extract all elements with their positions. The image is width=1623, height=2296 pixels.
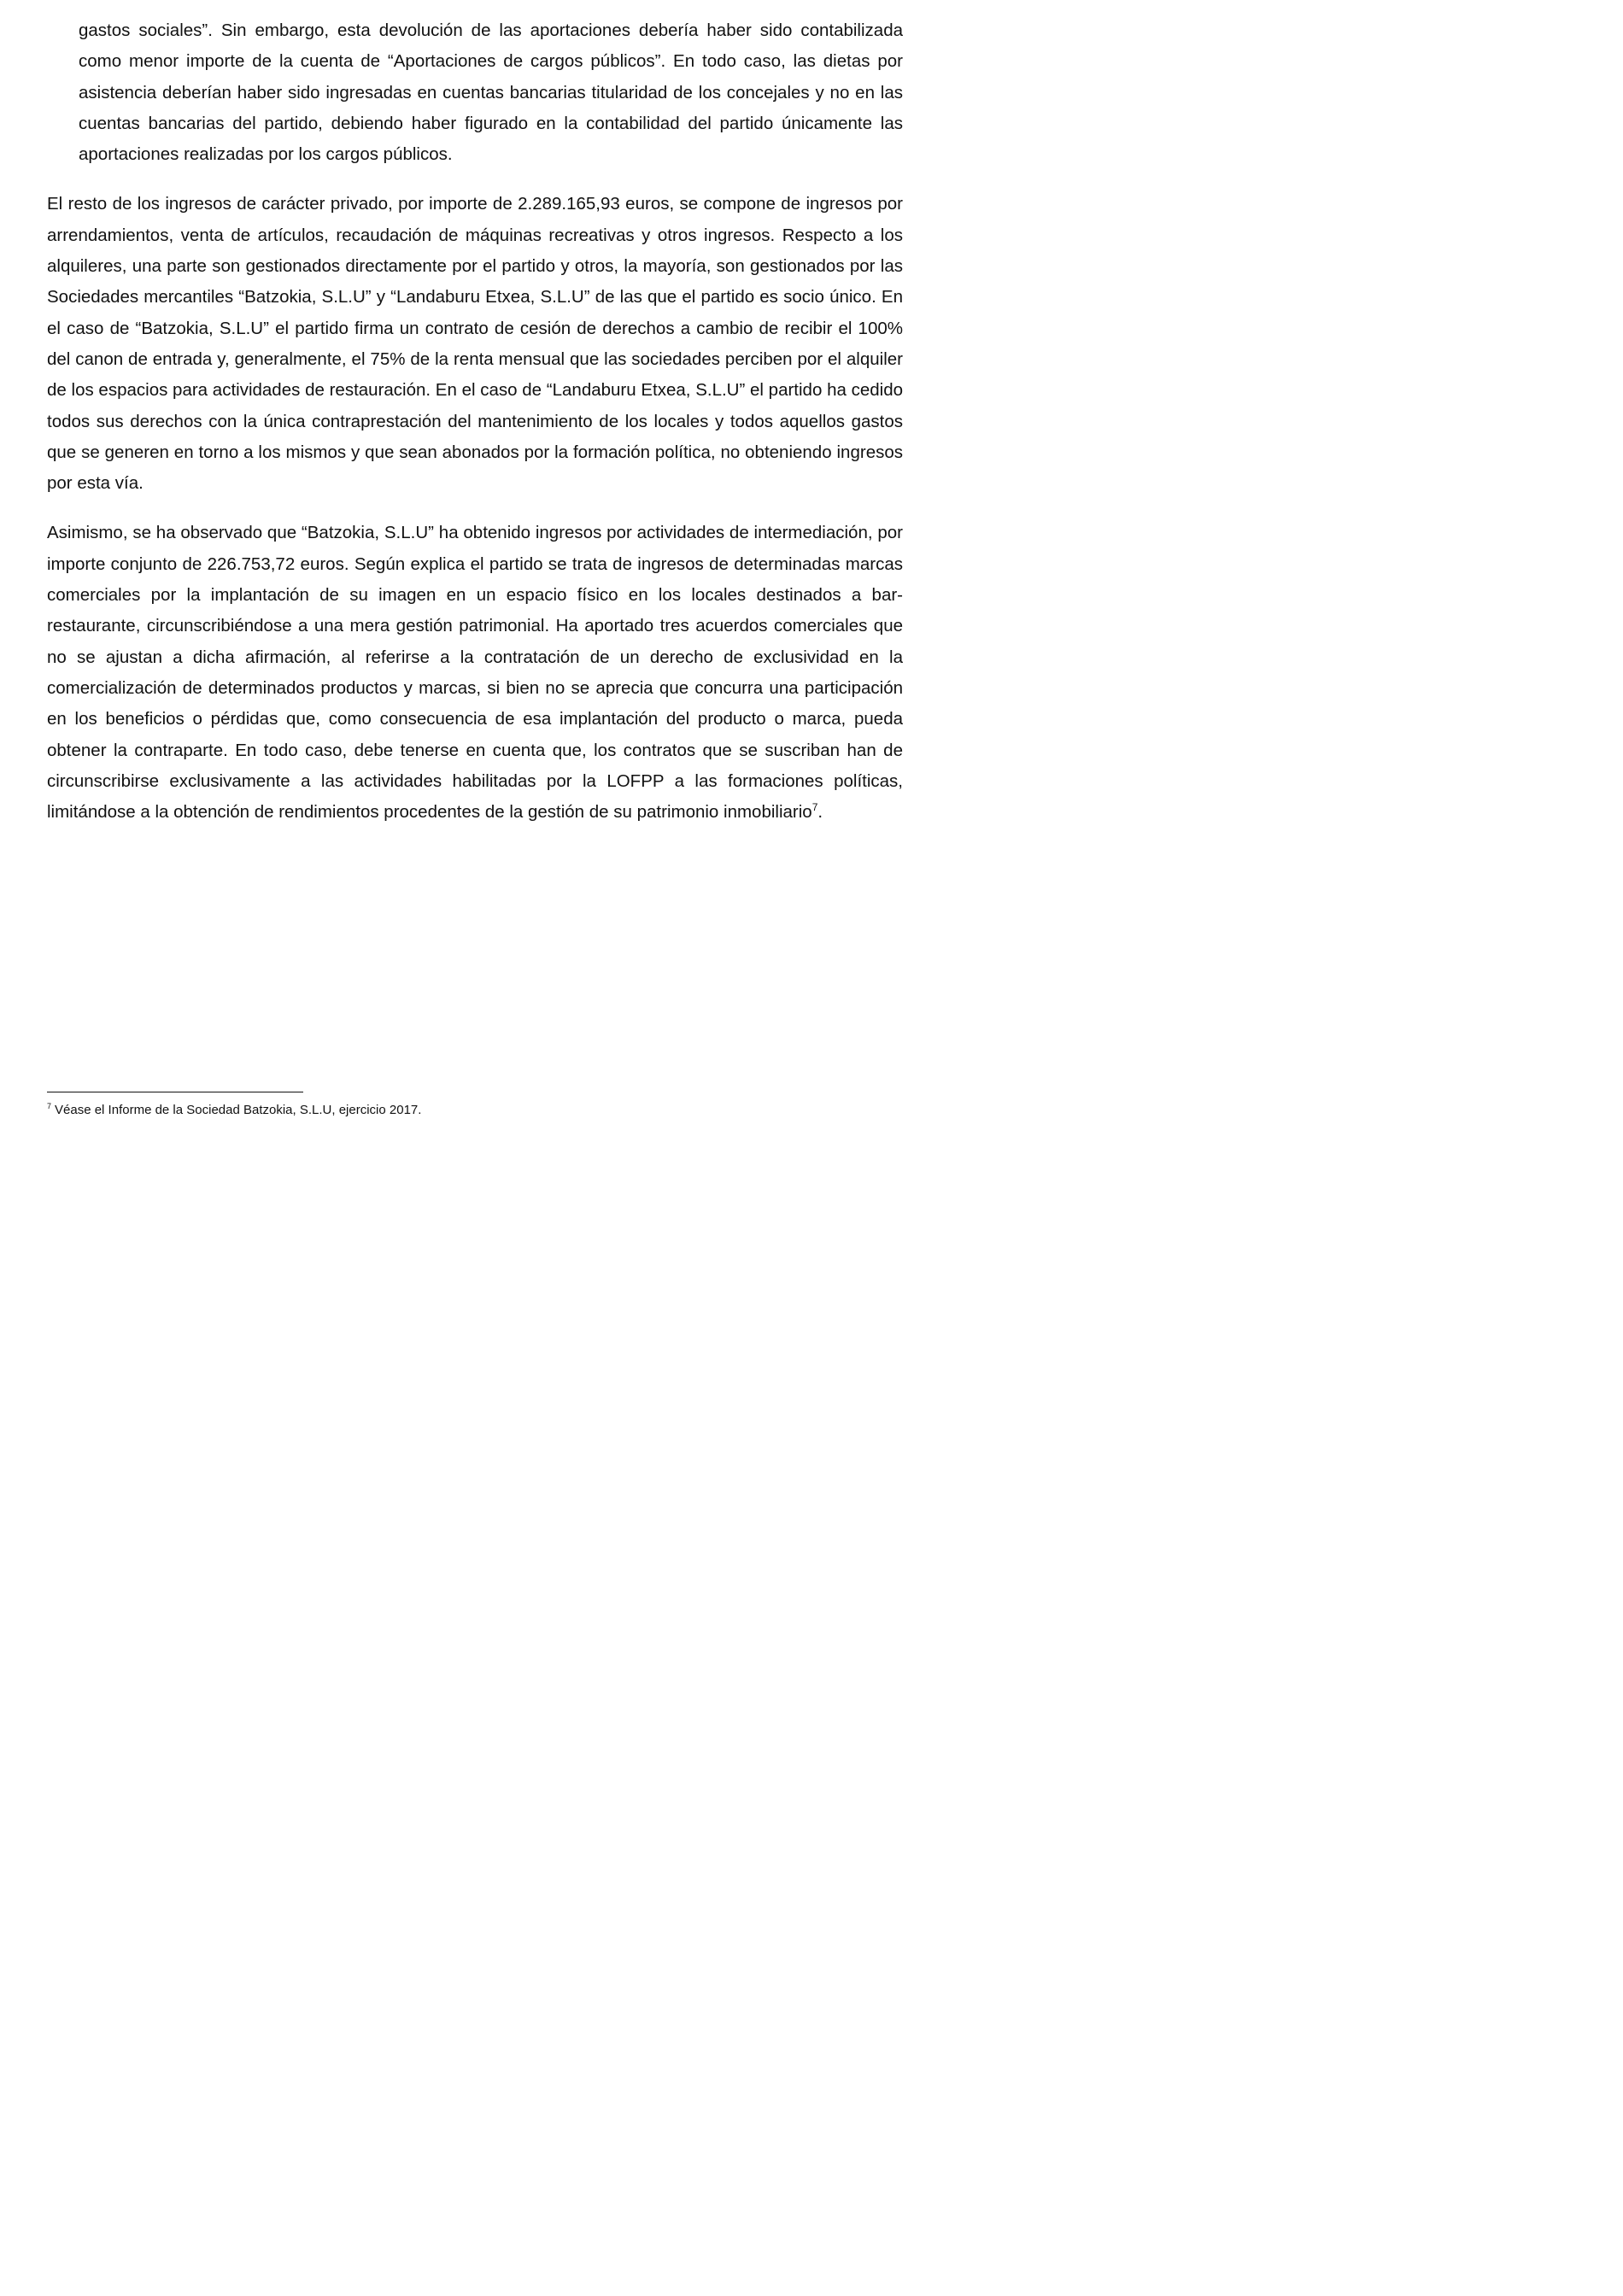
- footnote-number: 7: [47, 1102, 52, 1110]
- document-page: [0, 0, 940, 1329]
- paragraph-continued-gastos-sociales: gastos sociales”. Sin embargo, esta devolución de las aportaciones debería haber sido contabilizada como menor importe de la cuenta de “Aportaciones de cargos públicos”. En todo caso, las dietas por asistencia deberían haber sido ingresadas en cuentas bancarias titularidad de los concejales y no en las cuentas bancarias del partido, debiendo haber figurado en la contabilidad del partido únicamente las aportaciones realizadas por los cargos públicos.: [79, 20, 903, 165]
- paragraph-end-period: .: [817, 802, 823, 823]
- paragraph-ingresos-privados: El resto de los ingresos de carácter privado, por importe de 2.289.165,93 euros, se compone de ingresos por arrendamientos, venta de artículos, recaudación de máquinas recreativas y otros ingresos. Respecto a los alquileres, una parte son gestionados directamente por el partido y otros, la mayoría, son gestionados por las Sociedades mercantiles “Batzokia, S.L.U” y “Landaburu Etxea, S.L.U” de las que el partido es socio único. En el caso de “Batzokia, S.L.U” el partido firma un contrato de cesión de derechos a cambio de recibir el 100% del canon de entrada y, generalmente, el 75% de la renta mensual que las sociedades perciben por el alquiler de los espacios para actividades de restauración. En el caso de “Landaburu Etxea, S.L.U” el partido ha cedido todos sus derechos con la única contraprestación del mantenimiento de los locales y todos aquellos gastos que se generen en torno a los mismos y que sean abonados por la formación política, no obteniendo ingresos por esta vía.: [47, 194, 903, 494]
- footnote: [47, 1102, 421, 1119]
- paragraph-intermediacion-text: Asimismo, se ha observado que “Batzokia, S.L.U” ha obtenido ingresos por actividades de intermediación, por importe conjunto de 226.753,72 euros. Según explica el partido se trata de ingresos de determinadas marcas comerciales por la implantación de su imagen en un espacio físico en los locales destinados a bar-restaurante, circunscribiéndose a una mera gestión patrimonial. Ha aportado tres acuerdos comerciales que no se ajustan a dicha afirmación, al referirse a la contratación de un derecho de exclusividad en la comercialización de determinados productos y marcas, si bien no se aprecia que concurra una participación en los beneficios o pérdidas que, como consecuencia de esa implantación del producto o marca, pueda obtener la contraparte. En todo caso, debe tenerse en cuenta que, los contratos que se suscriban han de circunscribirse exclusivamente a las actividades habilitadas por la LOFPP a las formaciones políticas, limitándose a la obtención de rendimientos procedentes de la gestión de su patrimonio inmobiliario: [47, 523, 903, 823]
- footnote-reference: 7: [812, 801, 818, 814]
- footnote-text: Véase el Informe de la Sociedad Batzokia, S.L.U, ejercicio 2017.: [55, 1103, 422, 1117]
- document-body: [47, 15, 903, 828]
- paragraph-intermediacion: [47, 518, 903, 828]
